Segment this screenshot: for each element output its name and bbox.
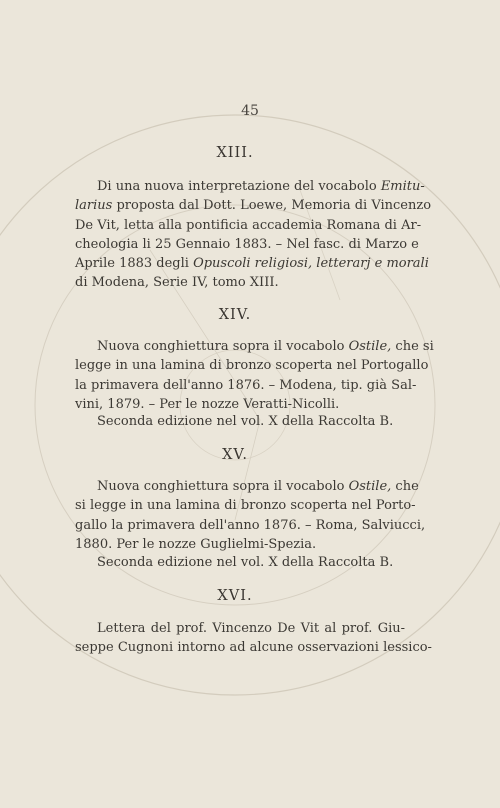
entry-line: Nuova conghiettura sopra il vocabolo Ostile, che (97, 479, 419, 494)
entry-line: Lettera del prof. Vincenzo De Vit al prof. Giu- (97, 621, 405, 636)
section-heading-xvi: XVI. (217, 588, 253, 604)
entry-line: gallo la primavera dell'anno 1876. – Roma, Salviucci, (75, 517, 426, 533)
entry-line: 1880. Per le nozze Guglielmi-Spezia. (75, 536, 317, 552)
page-number: 45 (241, 103, 259, 119)
entry-line: larius proposta dal Dott. Loewe, Memoria di Vincenzo (75, 198, 432, 214)
entry-line: Di una nuova interpretazione del vocabolo Emitu- (97, 179, 425, 194)
section-entry-xvi (75, 619, 432, 658)
entry-line: seppe Cugnoni intorno ad alcune osservazioni lessico- (75, 640, 432, 656)
section-heading-xiv: XIV. (218, 307, 252, 323)
section-entry-xiii (75, 177, 432, 293)
entry-line: Nuova conghiettura sopra il vocabolo Ostile, che si (97, 339, 434, 354)
entry-line: De Vit, letta alla pontificia accademia Romana di Ar- (75, 217, 422, 233)
section-heading-xiii: XIII. (216, 145, 254, 161)
entry-line: si legge in una lamina di bronzo scoperta nel Porto- (75, 498, 416, 514)
edition-note-xiv: Seconda edizione nel vol. X della Raccolta B. (97, 414, 394, 429)
edition-note-xv: Seconda edizione nel vol. X della Raccolta B. (97, 555, 394, 570)
section-entry-xiv (75, 337, 434, 414)
entry-line: legge in una lamina di bronzo scoperta nel Portogallo (75, 358, 429, 374)
section-entry-xv (75, 477, 426, 554)
entry-line: vini, 1879. – Per le nozze Veratti-Nicolli. (75, 396, 340, 412)
entry-line: cheologia li 25 Gennaio 1883. – Nel fasc. di Marzo e (75, 236, 419, 252)
entry-line: la primavera dell'anno 1876. – Modena, tip. già Sal- (75, 377, 417, 393)
entry-line: Aprile 1883 degli Opuscoli religiosi, letterarj e morali (75, 256, 429, 272)
entry-line: di Modena, Serie IV, tomo XIII. (75, 275, 279, 291)
section-heading-xv: XV. (222, 447, 248, 463)
